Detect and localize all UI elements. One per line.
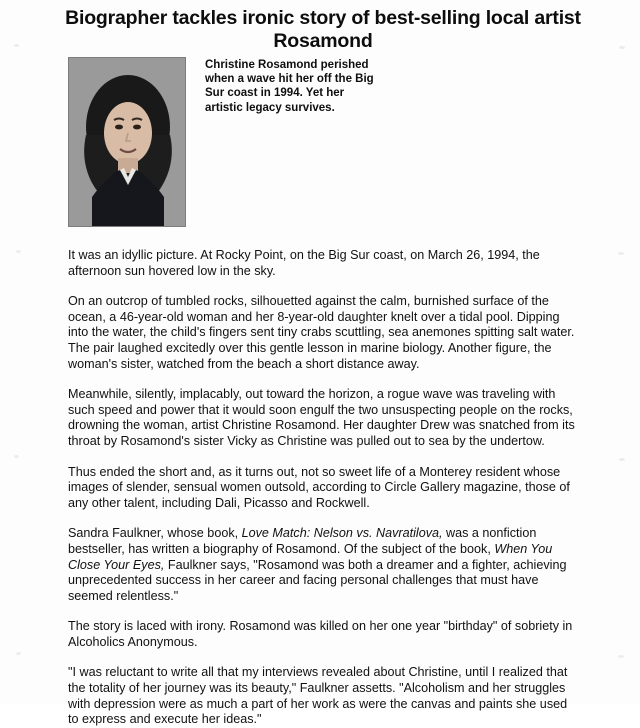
- article-photo: [68, 57, 186, 227]
- scan-speck: [619, 458, 625, 461]
- scan-speck: [619, 46, 625, 49]
- faulkner-text-part3: Faulkner says, "Rosamond was both a dreamer and a fighter, achieving unprecedented success in her career and facing personal challenges that must have seemed relentless.": [68, 557, 567, 603]
- scan-speck: [16, 250, 21, 253]
- body-paragraph: Meanwhile, silently, implacably, out toward the horizon, a rogue wave was traveling with such speed and power that it would soon engulf the two unsuspecting people on the rocks, drowning the woman, artist Christine Rosamond. Her daughter Drew was snatched from its throat by Rosamond's sister Vicky as Christine was pulled out to sea by the undertow.: [68, 387, 575, 448]
- body-paragraph: It was an idyllic picture. At Rocky Point, on the Big Sur coast, on March 26, 1994, the afternoon sun hovered low in the sky.: [68, 248, 540, 278]
- scan-speck: [14, 44, 19, 47]
- article-body: [68, 248, 580, 728]
- scan-speck: [618, 252, 624, 255]
- page-title: Biographer tackles ironic story of best-selling local artist Rosamond: [65, 7, 581, 53]
- book-title-love-match: Love Match: Nelson vs. Navratilova,: [241, 526, 443, 541]
- book-title-when-you-close-your-eyes: When You Close Your Eyes,: [68, 541, 553, 572]
- body-paragraph: On an outcrop of tumbled rocks, silhouetted against the calm, burnished surface of the ocean, a 46-year-old woman and her 8-year-old daughter knelt over a tidal pool. Dipping into the water, the child's fingers sent tiny crabs scuttling, sea anemones spitting salt water. The pair laughed excitedly over this gentle lesson in marine biology. Another figure, the woman's sister, watched from the beach a short distance away.: [68, 294, 575, 371]
- body-paragraph: "I was reluctant to write all that my interviews revealed about Christine, until I realized that the totality of her journey was its beauty," Faulkner assetts. "Alcoholism and her struggles with depression were as much a part of her work as were the canvas and paints she used to express and execute her ideas.": [68, 665, 568, 727]
- body-paragraph: Thus ended the short and, as it turns out, not so sweet life of a Monterey resident whose images of slender, sensual women outsold, according to Circle Gallery magazine, those of any other talent, including Dali, Picasso and Rockwell.: [68, 464, 570, 510]
- scan-speck: [618, 655, 624, 658]
- faulkner-text-part2: was a nonfiction bestseller, has written a biography of Rosamond. Of the subject of the book,: [68, 526, 537, 556]
- scan-speck: [16, 652, 21, 655]
- portrait-image: [68, 57, 186, 227]
- photo-caption: Christine Rosamond perished when a wave hit her off the Big Sur coast in 1994. Yet her artistic legacy survives.: [205, 59, 374, 114]
- body-paragraph-faulkner: [68, 526, 580, 604]
- scan-speck: [14, 455, 19, 458]
- body-paragraph: The story is laced with irony. Rosamond was killed on her one year "birthday" of sobriety in Alcoholics Anonymous.: [68, 619, 573, 649]
- faulkner-text-part1: Sandra Faulkner, whose book,: [68, 526, 242, 541]
